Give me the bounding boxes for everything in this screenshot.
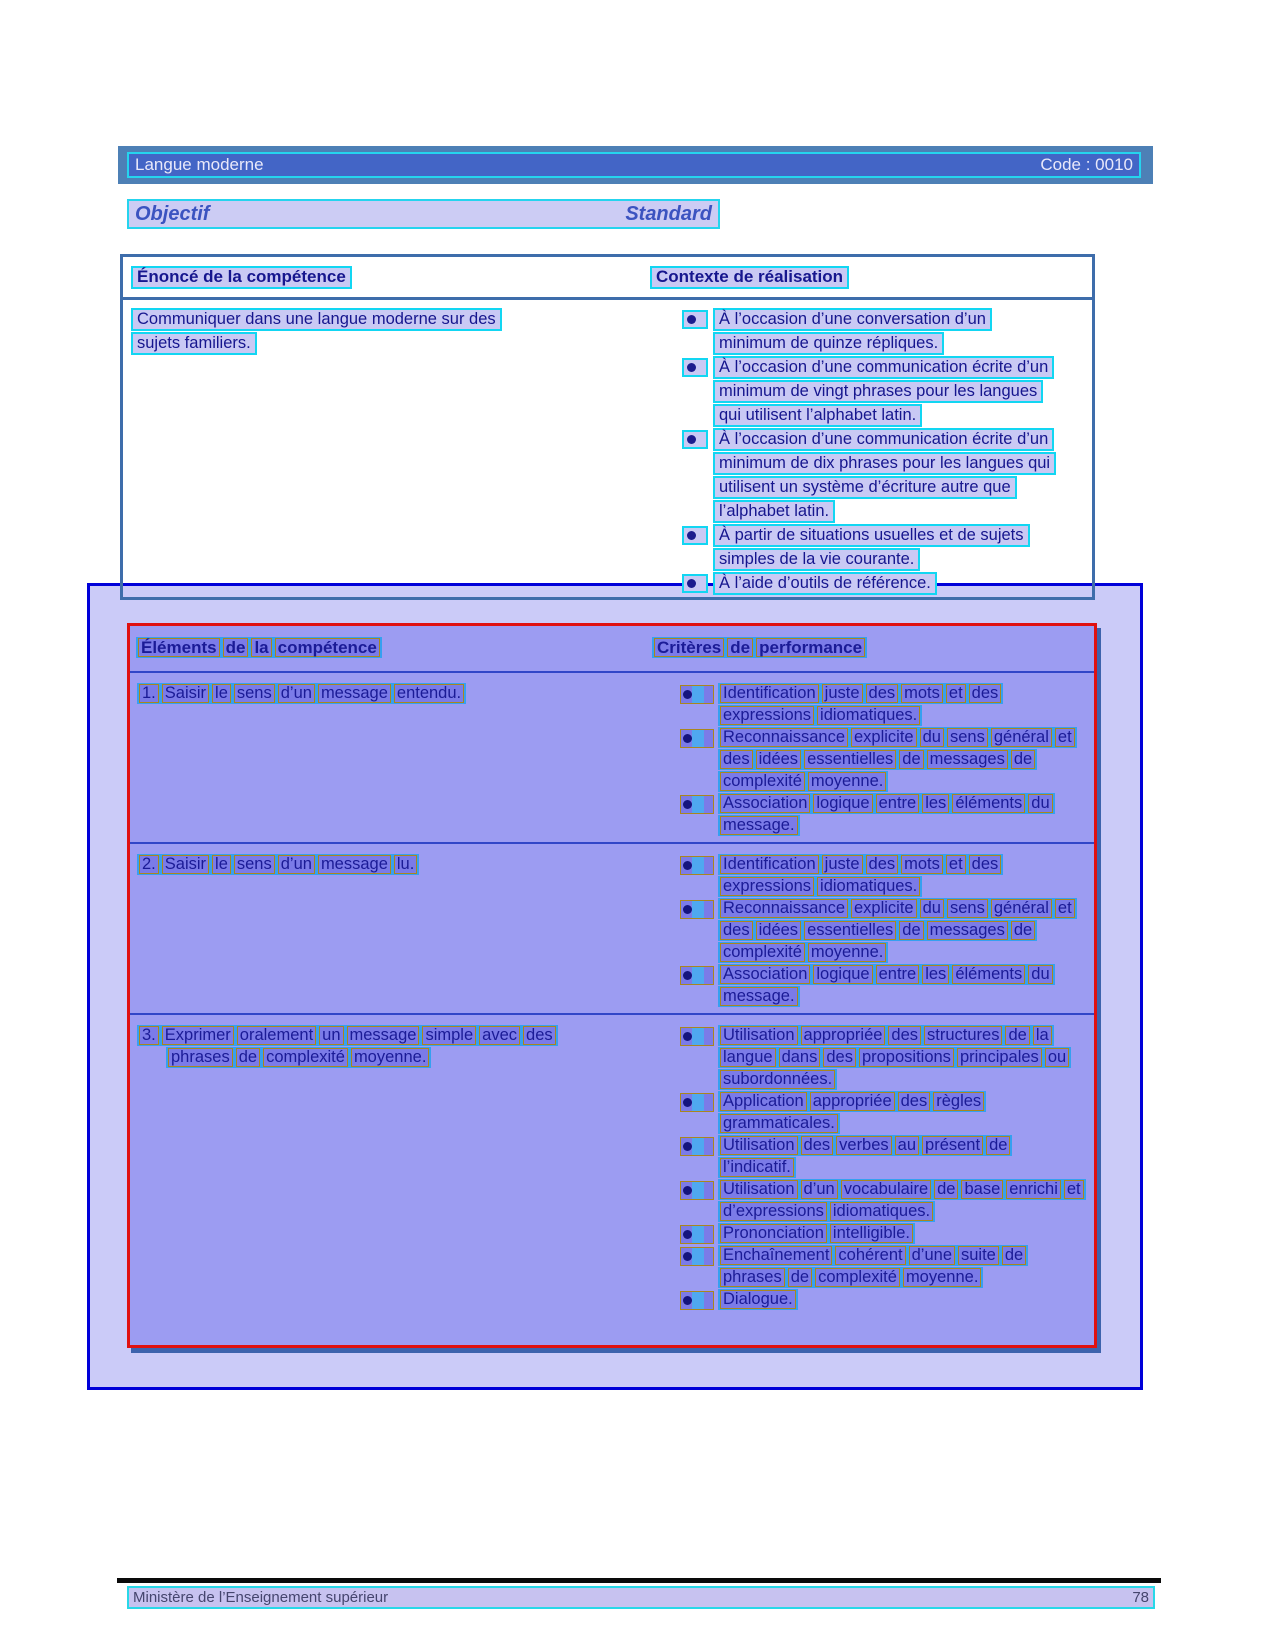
- elements-table-header: [130, 626, 1094, 673]
- bullet-dot: [680, 856, 714, 875]
- word-box: idiomatiques.: [817, 706, 920, 725]
- word-box: Application: [720, 1092, 807, 1111]
- word-box: langue: [720, 1048, 776, 1067]
- word-box: expressions: [720, 877, 814, 896]
- criteria-line: [718, 749, 1037, 770]
- word-box: des: [523, 1026, 556, 1045]
- element-cell: [130, 1025, 652, 1345]
- bullet-lines: [718, 793, 1055, 837]
- criteria-cell: [652, 854, 1094, 1013]
- word-box: phrases: [168, 1048, 233, 1067]
- word-box: appropriée: [801, 1026, 886, 1045]
- bullet-lines: [713, 524, 1030, 572]
- word-box: logique: [813, 794, 872, 813]
- word-box: idées: [756, 921, 801, 940]
- criteria-line: [718, 920, 1037, 941]
- statement-line: Communiquer dans une langue moderne sur des: [131, 308, 502, 331]
- word-box: essentielles: [804, 921, 896, 940]
- word-box: complexité: [720, 943, 805, 962]
- criteria-line: [718, 964, 1055, 985]
- bullet-line: minimum de quinze répliques.: [713, 332, 944, 355]
- word-box: Utilisation: [720, 1180, 798, 1199]
- bullet-line: l’alphabet latin.: [713, 500, 835, 523]
- bullet-lines: [718, 1245, 1028, 1289]
- word-box: de: [934, 1180, 958, 1199]
- word-box: Saisir: [162, 855, 209, 874]
- criteria-line: [718, 1201, 935, 1222]
- word-box: et: [946, 855, 966, 874]
- criteria-bullet: [652, 964, 1055, 1008]
- col-header-elements: [136, 637, 382, 658]
- word-box: Dialogue.: [720, 1290, 796, 1309]
- word-box: Identification: [720, 855, 819, 874]
- word-box: principales: [957, 1048, 1042, 1067]
- word-box: général: [991, 728, 1052, 747]
- criteria-line: [718, 876, 922, 897]
- word-box: moyenne.: [903, 1268, 981, 1287]
- word-box: Prononciation: [720, 1224, 827, 1243]
- bullet-lines: [713, 428, 1056, 524]
- bullet-lines: [718, 1289, 798, 1311]
- criteria-line: [718, 986, 800, 1007]
- criteria-line: [718, 1113, 840, 1134]
- bullet-lines: [718, 854, 1003, 898]
- bullet-lines: [718, 683, 1003, 727]
- word-box: Critères: [654, 638, 724, 657]
- table-row: [130, 1015, 1094, 1345]
- word-box: messages: [927, 750, 1008, 769]
- bullet-dot: [682, 430, 708, 449]
- criteria-bullet: [652, 1025, 1071, 1091]
- word-box: messages: [927, 921, 1008, 940]
- word-box: idiomatiques.: [830, 1202, 933, 1221]
- word-box: complexité: [263, 1048, 348, 1067]
- criteria-line: [718, 1157, 796, 1178]
- word-box: message.: [720, 987, 798, 1006]
- footer-band: [127, 1586, 1155, 1609]
- word-box: essentielles: [804, 750, 896, 769]
- word-box: des: [969, 855, 1002, 874]
- word-box: entre: [876, 794, 920, 813]
- word-box: grammaticales.: [720, 1114, 838, 1133]
- word-box: sens: [947, 728, 988, 747]
- word-box: éléments: [952, 965, 1025, 984]
- word-box: de: [1002, 1246, 1026, 1265]
- bullet-dot: [680, 1247, 714, 1266]
- word-box: Association: [720, 794, 810, 813]
- word-box: d’expressions: [720, 1202, 827, 1221]
- bullet-line: qui utilisent l’alphabet latin.: [713, 404, 922, 427]
- table-row: [130, 673, 1094, 844]
- col-header-enonce: Énoncé de la compétence: [131, 266, 352, 289]
- word-box: la: [251, 638, 271, 657]
- competence-table: [120, 254, 1095, 600]
- word-box: de: [788, 1268, 812, 1287]
- word-box: des: [866, 684, 899, 703]
- criteria-bullet: [652, 1223, 915, 1245]
- competence-table-header: [123, 257, 1092, 300]
- bullet-lines: [718, 964, 1055, 1008]
- statement-cell: [131, 308, 502, 356]
- word-box: idées: [756, 750, 801, 769]
- word-box: explicite: [851, 728, 917, 747]
- page-header-bar: [118, 146, 1153, 184]
- word-box: propositions: [859, 1048, 954, 1067]
- word-box: appropriée: [810, 1092, 895, 1111]
- word-box: le: [212, 855, 231, 874]
- word-box: verbes: [836, 1136, 892, 1155]
- criteria-line: [718, 727, 1077, 748]
- header-code: Code : 0010: [1040, 155, 1133, 174]
- criteria-bullet: [652, 1091, 986, 1135]
- word-box: 1.: [139, 684, 159, 703]
- bullet-line: À l’occasion d’une communication écrite d’un: [713, 356, 1054, 379]
- table-row: [130, 844, 1094, 1015]
- bullet-lines: [718, 1135, 1012, 1179]
- word-box: message: [347, 1026, 420, 1045]
- bullet-dot: [680, 1093, 714, 1112]
- word-box: et: [946, 684, 966, 703]
- word-box: explicite: [851, 899, 917, 918]
- word-box: Éléments: [138, 638, 220, 657]
- word-box: la: [1033, 1026, 1052, 1045]
- word-box: d’un: [278, 855, 315, 874]
- word-box: expressions: [720, 706, 814, 725]
- criteria-line: [718, 1069, 837, 1090]
- bullet-line: À l’occasion d’une communication écrite d’un: [713, 428, 1054, 451]
- word-box: juste: [822, 684, 863, 703]
- word-box: du: [920, 899, 944, 918]
- word-box: dans: [779, 1048, 821, 1067]
- bullet-lines: [718, 727, 1077, 793]
- context-bullet: [650, 428, 1056, 524]
- word-box: cohérent: [835, 1246, 905, 1265]
- word-box: le: [212, 684, 231, 703]
- word-box: de: [899, 750, 923, 769]
- word-box: général: [991, 899, 1052, 918]
- bullet-dot: [682, 526, 708, 545]
- bullet-lines: [718, 1179, 1086, 1223]
- word-box: logique: [813, 965, 872, 984]
- footer-page-number: 78: [1132, 1589, 1149, 1606]
- criteria-line: [718, 854, 1003, 875]
- bullet-line: simples de la vie courante.: [713, 548, 920, 571]
- criteria-line: [718, 1245, 1028, 1266]
- word-box: Saisir: [162, 684, 209, 703]
- footer-ministry: Ministère de l’Enseignement supérieur: [133, 1589, 389, 1606]
- word-box: mots: [901, 684, 943, 703]
- word-box: les: [922, 965, 949, 984]
- word-box: des: [898, 1092, 931, 1111]
- context-bullet: [650, 356, 1054, 428]
- criteria-line: [718, 793, 1055, 814]
- word-box: règles: [933, 1092, 984, 1111]
- word-box: un: [319, 1026, 343, 1045]
- word-box: 3.: [139, 1026, 159, 1045]
- word-box: de: [236, 1048, 260, 1067]
- criteria-bullet: [652, 727, 1077, 793]
- word-box: Utilisation: [720, 1026, 798, 1045]
- word-box: les: [922, 794, 949, 813]
- header-title: Langue moderne: [135, 155, 264, 174]
- word-box: simple: [422, 1026, 476, 1045]
- word-box: Enchaînement: [720, 1246, 832, 1265]
- word-box: base: [961, 1180, 1003, 1199]
- context-bullet: [650, 572, 937, 596]
- criteria-cell: [652, 1025, 1094, 1345]
- element-cell: [130, 854, 652, 1013]
- word-box: des: [866, 855, 899, 874]
- criteria-line: [718, 942, 888, 963]
- bullet-dot: [682, 358, 708, 377]
- word-box: entre: [876, 965, 920, 984]
- bullet-dot: [680, 1027, 714, 1046]
- criteria-line: [718, 1047, 1071, 1068]
- criteria-cell: [652, 683, 1094, 842]
- bullet-dot: [680, 1181, 714, 1200]
- criteria-bullet: [652, 854, 1003, 898]
- subtitle-band: [127, 199, 720, 229]
- word-box: présent: [922, 1136, 983, 1155]
- bullet-dot: [680, 1291, 714, 1310]
- word-box: moyenne.: [351, 1048, 429, 1067]
- context-cell: [650, 308, 1056, 596]
- word-box: entendu.: [394, 684, 464, 703]
- criteria-bullet: [652, 898, 1077, 964]
- element-line: [137, 1025, 558, 1046]
- footer-rule: [117, 1578, 1161, 1583]
- criteria-line: [718, 898, 1077, 919]
- word-box: de: [1011, 921, 1035, 940]
- bullet-dot: [680, 1225, 714, 1244]
- bullet-line: utilisent un système d’écriture autre que: [713, 476, 1017, 499]
- word-box: intelligible.: [830, 1224, 913, 1243]
- criteria-line: [718, 1091, 986, 1112]
- bullet-dot: [680, 966, 714, 985]
- word-box: sens: [234, 684, 275, 703]
- bullet-dot: [680, 900, 714, 919]
- element-cell: [130, 683, 652, 842]
- criteria-bullet: [652, 793, 1055, 837]
- bullet-dot: [680, 685, 714, 704]
- word-box: complexité: [720, 772, 805, 791]
- word-box: Reconnaissance: [720, 728, 848, 747]
- bullet-dot: [682, 574, 708, 593]
- word-box: moyenne.: [808, 772, 886, 791]
- word-box: message: [318, 855, 391, 874]
- criteria-bullet: [652, 683, 1003, 727]
- bullet-lines: [718, 1223, 915, 1245]
- word-box: message.: [720, 816, 798, 835]
- word-box: des: [823, 1048, 856, 1067]
- context-bullet: [650, 308, 992, 356]
- word-box: d’un: [278, 684, 315, 703]
- criteria-line: [718, 705, 922, 726]
- criteria-bullet: [652, 1289, 798, 1311]
- bullet-dot: [680, 1137, 714, 1156]
- word-box: des: [888, 1026, 921, 1045]
- word-box: Reconnaissance: [720, 899, 848, 918]
- element-line: [137, 854, 419, 875]
- bullet-line: À l’aide d’outils de référence.: [713, 572, 937, 595]
- statement-line: sujets familiers.: [131, 332, 257, 355]
- bullet-dot: [680, 729, 714, 748]
- element-line: [166, 1047, 431, 1068]
- word-box: de: [1011, 750, 1035, 769]
- word-box: mots: [901, 855, 943, 874]
- criteria-line: [718, 1289, 798, 1310]
- bullet-lines: [718, 1091, 986, 1135]
- bullet-line: minimum de dix phrases pour les langues qui: [713, 452, 1056, 475]
- criteria-line: [718, 1025, 1054, 1046]
- criteria-line: [718, 815, 800, 836]
- word-box: juste: [822, 855, 863, 874]
- bullet-line: À l’occasion d’une conversation d’un: [713, 308, 992, 331]
- bullet-dot: [682, 310, 708, 329]
- word-box: suite: [958, 1246, 999, 1265]
- word-box: d’une: [909, 1246, 955, 1265]
- word-box: du: [1028, 965, 1052, 984]
- word-box: des: [969, 684, 1002, 703]
- bullet-line: minimum de vingt phrases pour les langues: [713, 380, 1043, 403]
- word-box: de: [223, 638, 249, 657]
- element-line: [137, 683, 466, 704]
- subtitle-standard: Standard: [625, 202, 712, 225]
- bullet-lines: [718, 1025, 1071, 1091]
- bullet-lines: [713, 356, 1054, 428]
- word-box: du: [920, 728, 944, 747]
- word-box: subordonnées.: [720, 1070, 835, 1089]
- bullet-lines: [713, 308, 992, 356]
- criteria-line: [718, 1267, 983, 1288]
- word-box: Utilisation: [720, 1136, 798, 1155]
- word-box: d’un: [801, 1180, 838, 1199]
- criteria-line: [718, 1223, 915, 1244]
- word-box: complexité: [815, 1268, 900, 1287]
- word-box: sens: [947, 899, 988, 918]
- context-bullet: [650, 524, 1030, 572]
- col-header-contexte: Contexte de réalisation: [650, 266, 849, 289]
- word-box: 2.: [139, 855, 159, 874]
- word-box: structures: [924, 1026, 1002, 1045]
- word-box: enrichi: [1006, 1180, 1061, 1199]
- word-box: Association: [720, 965, 810, 984]
- word-box: des: [720, 921, 753, 940]
- criteria-line: [718, 1135, 1012, 1156]
- word-box: de: [899, 921, 923, 940]
- bullet-lines: [713, 572, 937, 596]
- word-box: des: [720, 750, 753, 769]
- word-box: et: [1064, 1180, 1084, 1199]
- word-box: du: [1028, 794, 1052, 813]
- word-box: avec: [479, 1026, 520, 1045]
- word-box: message: [318, 684, 391, 703]
- criteria-line: [718, 1179, 1086, 1200]
- word-box: l’indicatif.: [720, 1158, 794, 1177]
- word-box: oralement: [237, 1026, 316, 1045]
- word-box: moyenne.: [808, 943, 886, 962]
- word-box: et: [1055, 728, 1075, 747]
- word-box: phrases: [720, 1268, 785, 1287]
- word-box: performance: [756, 638, 865, 657]
- word-box: vocabulaire: [841, 1180, 931, 1199]
- criteria-bullet: [652, 1245, 1028, 1289]
- criteria-bullet: [652, 1179, 1086, 1223]
- word-box: compétence: [275, 638, 380, 657]
- word-box: des: [801, 1136, 834, 1155]
- word-box: de: [1005, 1026, 1029, 1045]
- bullet-lines: [718, 898, 1077, 964]
- subtitle-objectif: Objectif: [135, 202, 210, 225]
- criteria-bullet: [652, 1135, 1012, 1179]
- word-box: sens: [234, 855, 275, 874]
- word-box: au: [895, 1136, 919, 1155]
- bullet-line: À partir de situations usuelles et de sujets: [713, 524, 1030, 547]
- word-box: de: [986, 1136, 1010, 1155]
- word-box: idiomatiques.: [817, 877, 920, 896]
- header-selection-band: [127, 152, 1141, 178]
- criteria-line: [718, 771, 888, 792]
- criteria-line: [718, 683, 1003, 704]
- word-box: éléments: [952, 794, 1025, 813]
- bullet-dot: [680, 795, 714, 814]
- word-box: lu.: [394, 855, 417, 874]
- word-box: et: [1055, 899, 1075, 918]
- col-header-criteres: [652, 637, 867, 658]
- elements-table: [127, 623, 1097, 1348]
- word-box: ou: [1045, 1048, 1069, 1067]
- word-box: Exprimer: [162, 1026, 234, 1045]
- word-box: Identification: [720, 684, 819, 703]
- word-box: de: [727, 638, 753, 657]
